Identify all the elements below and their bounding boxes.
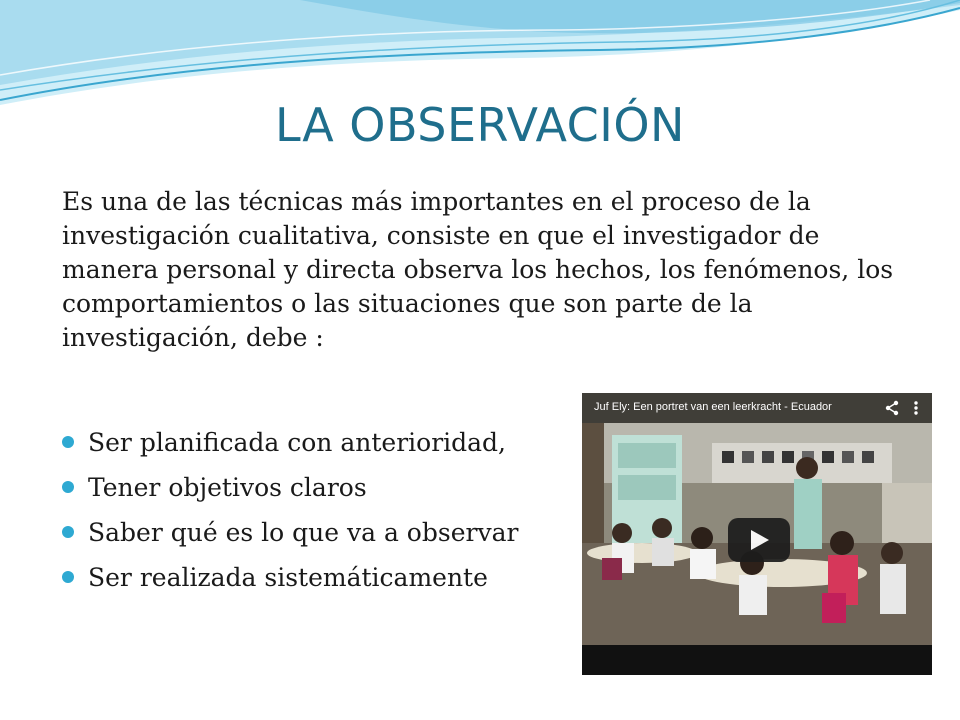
bullet-item [62,420,518,465]
play-icon [751,530,769,550]
bullet-dot-icon [62,481,74,493]
intro-paragraph: Es una de las técnicas más importantes en el proceso de la investigación cualitativa, consiste en que el investigador de manera personal y directa observa los hechos, los fenómenos, los comportamientos o las situaciones que son parte de la investigación, debe : [62,187,894,352]
video-title-bar [582,393,932,423]
video-player[interactable] [582,393,932,675]
bullet-item [62,510,518,555]
bullet-dot-icon [62,436,74,448]
bullet-text: Saber qué es lo que va a observar [88,518,519,547]
bullet-text: Tener objetivos claros [88,473,367,502]
play-button[interactable] [728,518,790,562]
bullet-list [62,420,518,600]
video-title[interactable]: Juf Ely: Een portret van een leerkracht - Ecuador [594,401,832,413]
decorative-header-waves [0,0,960,110]
slide-title: LA OBSERVACIÓN [275,98,685,152]
bullet-text: Ser realizada sistemáticamente [88,563,488,592]
bullet-item [62,555,518,600]
bullet-dot-icon [62,571,74,583]
bullet-text: Ser planificada con anterioridad, [88,428,507,457]
share-icon[interactable] [884,400,900,416]
more-options-icon[interactable] [912,400,920,416]
bullet-dot-icon [62,526,74,538]
bullet-item [62,465,518,510]
